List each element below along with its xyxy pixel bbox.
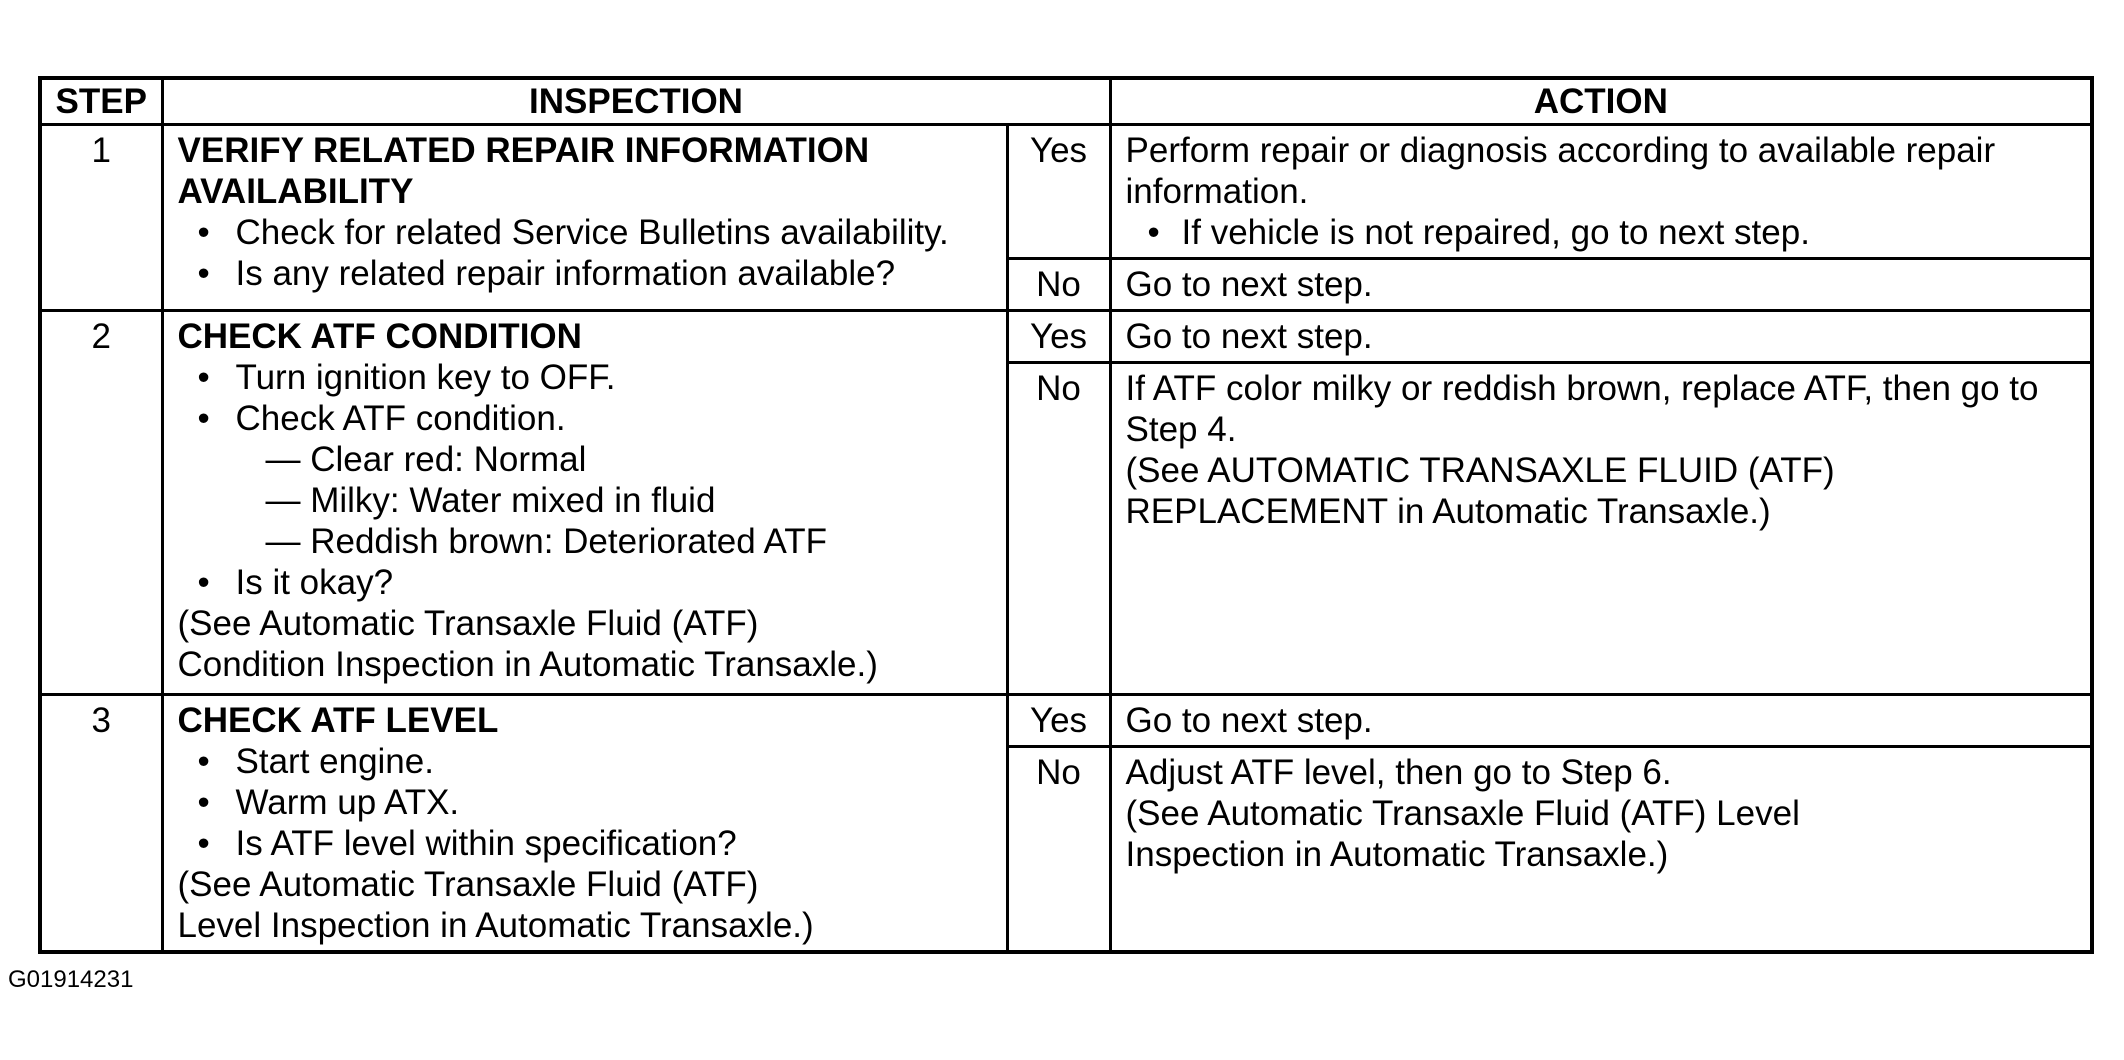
list-item: • Is it okay? bbox=[197, 562, 394, 602]
action-text-cont: information. bbox=[1125, 171, 1309, 211]
action-cell-no bbox=[1110, 362, 2092, 694]
no-label: No bbox=[1007, 258, 1110, 310]
table-row-step-3-yes bbox=[40, 694, 2092, 746]
bullet-icon: • bbox=[197, 741, 210, 781]
step-number: 2 bbox=[40, 310, 162, 694]
table-row-step-1-yes bbox=[40, 124, 2092, 258]
inspection-title: VERIFY RELATED REPAIR INFORMATION bbox=[177, 130, 870, 170]
action-text-cont: Step 4. bbox=[1125, 409, 1237, 449]
header-inspection: INSPECTION bbox=[162, 78, 1110, 124]
action-bullets bbox=[1126, 212, 2077, 253]
action-cell-yes: Go to next step. bbox=[1110, 694, 2092, 746]
list-item: • Is any related repair information available? bbox=[197, 253, 896, 293]
condition-list bbox=[178, 439, 992, 562]
reference-text: (See Automatic Transaxle Fluid (ATF) bbox=[177, 603, 759, 643]
bullet-icon: • bbox=[197, 823, 210, 863]
reference-text: (See AUTOMATIC TRANSAXLE FLUID (ATF) bbox=[1125, 450, 1835, 490]
list-item: — Reddish brown: Deteriorated ATF bbox=[265, 521, 828, 561]
yes-label: Yes bbox=[1007, 124, 1110, 258]
step-number: 1 bbox=[40, 124, 162, 310]
inspection-bullets bbox=[178, 357, 992, 439]
yes-label: Yes bbox=[1007, 310, 1110, 362]
reference-text-cont: Level Inspection in Automatic Transaxle.) bbox=[177, 905, 814, 945]
inspection-bullets-question bbox=[178, 562, 992, 603]
bullet-icon: • bbox=[197, 253, 210, 293]
action-cell-no bbox=[1110, 746, 2092, 952]
list-item: • Is ATF level within specification? bbox=[197, 823, 737, 863]
list-item: • Start engine. bbox=[197, 741, 434, 781]
bullet-icon: • bbox=[197, 357, 210, 397]
bullet-icon: • bbox=[197, 398, 210, 438]
inspection-cell bbox=[162, 694, 1007, 952]
list-item: • Turn ignition key to OFF. bbox=[197, 357, 616, 397]
no-label: No bbox=[1007, 746, 1110, 952]
list-item: • If vehicle is not repaired, go to next step. bbox=[1147, 212, 1810, 252]
step-number: 3 bbox=[40, 694, 162, 952]
action-cell-yes bbox=[1110, 124, 2092, 258]
reference-text-cont: Inspection in Automatic Transaxle.) bbox=[1125, 834, 1669, 874]
reference-text: (See Automatic Transaxle Fluid (ATF) Level bbox=[1125, 793, 1800, 833]
bullet-icon: • bbox=[197, 782, 210, 822]
inspection-bullets bbox=[178, 741, 992, 864]
figure-id-caption: G01914231 bbox=[8, 966, 134, 993]
reference-text-cont: REPLACEMENT in Automatic Transaxle.) bbox=[1125, 491, 1771, 531]
inspection-title: CHECK ATF LEVEL bbox=[177, 700, 499, 740]
table-row-step-2-yes bbox=[40, 310, 2092, 362]
bullet-icon: • bbox=[197, 212, 210, 252]
header-action: ACTION bbox=[1110, 78, 2092, 124]
inspection-cell bbox=[162, 310, 1007, 694]
list-item: — Clear red: Normal bbox=[265, 439, 587, 479]
bullet-icon: • bbox=[197, 562, 210, 602]
reference-text: (See Automatic Transaxle Fluid (ATF) bbox=[177, 864, 759, 904]
action-cell-yes: Go to next step. bbox=[1110, 310, 2092, 362]
inspection-title: CHECK ATF CONDITION bbox=[177, 316, 582, 356]
inspection-bullets bbox=[178, 212, 992, 294]
list-item: • Check for related Service Bulletins availability. bbox=[197, 212, 949, 252]
diagnostic-procedure-table bbox=[38, 76, 2094, 954]
action-text: Adjust ATF level, then go to Step 6. bbox=[1125, 752, 1672, 792]
list-item: — Milky: Water mixed in fluid bbox=[265, 480, 716, 520]
action-text: Perform repair or diagnosis according to available repair bbox=[1125, 130, 1996, 170]
list-item: • Check ATF condition. bbox=[197, 398, 566, 438]
header-step: STEP bbox=[40, 78, 162, 124]
list-item: • Warm up ATX. bbox=[197, 782, 460, 822]
reference-text-cont: Condition Inspection in Automatic Transaxle.) bbox=[177, 644, 878, 684]
no-label: No bbox=[1007, 362, 1110, 694]
inspection-cell bbox=[162, 124, 1007, 310]
table-header-row bbox=[40, 78, 2092, 124]
bullet-icon: • bbox=[1147, 212, 1160, 252]
action-cell-no: Go to next step. bbox=[1110, 258, 2092, 310]
inspection-title-cont: AVAILABILITY bbox=[177, 171, 414, 211]
action-text: If ATF color milky or reddish brown, replace ATF, then go to bbox=[1125, 368, 2039, 408]
yes-label: Yes bbox=[1007, 694, 1110, 746]
